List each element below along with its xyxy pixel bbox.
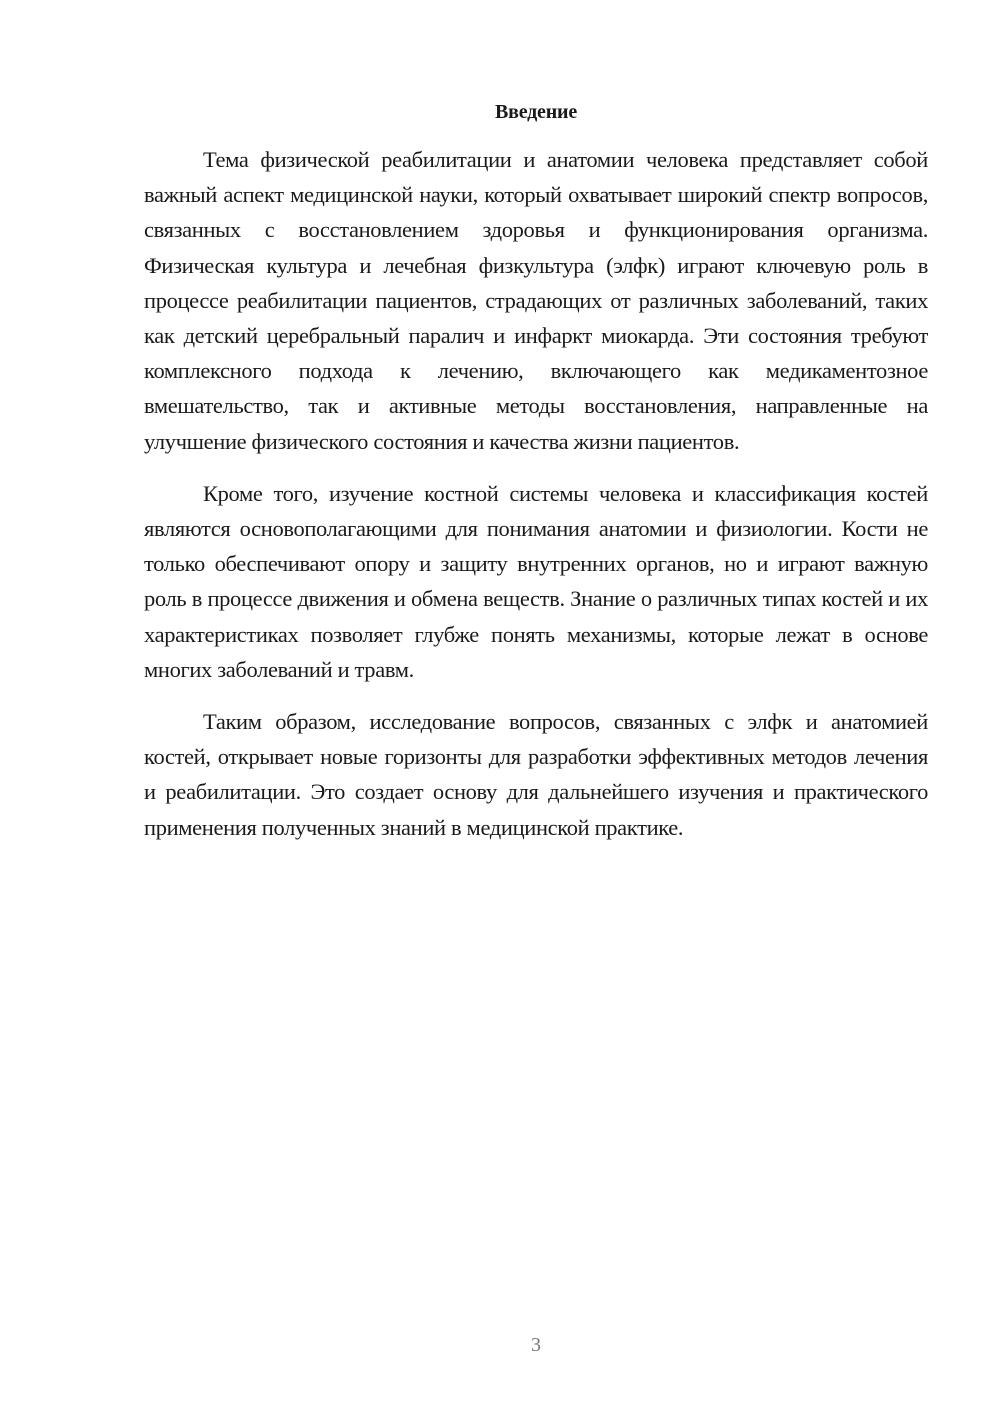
body-text	[144, 142, 928, 862]
section-heading: Введение	[494, 101, 578, 123]
paragraph-3: Таким образом, исследование вопросов, связанных с элфк и анатомией костей, открывает новые горизонты для разработки эффективных методов лечения и реабилитации. Это создает основу для дальнейшего изучения и практического применения полученных знаний в медицинской практике.	[144, 709, 928, 840]
paragraph-2: Кроме того, изучение костной системы человека и классификация костей являются основополагающими для понимания анатомии и физиологии. Кости не только обеспечивают опору и защиту внутренних органов, но и играют важную роль в процессе движения и обмена веществ. Знание о различных типах костей и их характеристиках позволяет глубже понять механизмы, которые лежат в основе многих заболеваний и травм.	[144, 480, 928, 682]
paragraph-1: Тема физической реабилитации и анатомии человека представляет собой важный аспект медицинской науки, который охватывает широкий спектр вопросов, связанных с восстановлением здоровья и функционирования организма. Физическая культура и лечебная физкультура (элфк) играют ключевую роль в процессе реабилитации пациентов, страдающих от различных заболеваний, таких как детский церебральный паралич и инфаркт миокарда. Эти состояния требуют комплексного подхода к лечению, включающего как медикаментозное вмешательство, так и активные методы восстановления, направленные на улучшение физического состояния и качества жизни пациентов.	[144, 147, 928, 454]
page-number: 3	[531, 1334, 541, 1356]
